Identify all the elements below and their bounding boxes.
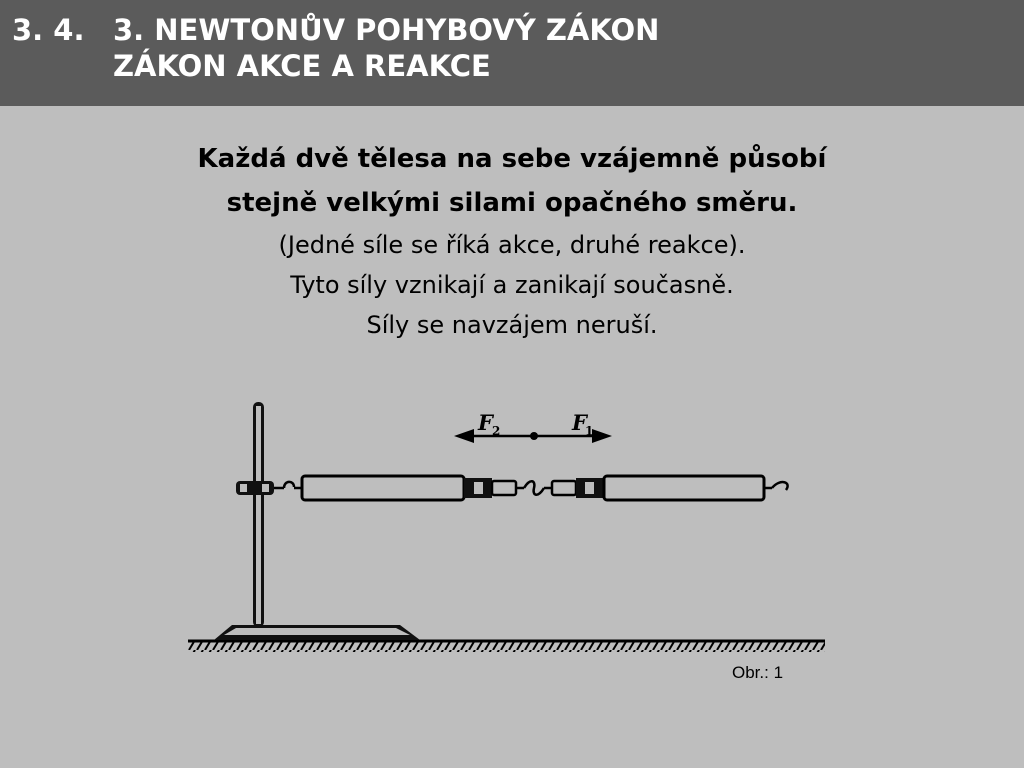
section-number: 3. 4. — [12, 13, 85, 47]
stand-clamp — [236, 481, 294, 495]
force-sub-f1: 1 — [585, 424, 594, 438]
note-line-2: Tyto síly vznikají a zanikají současně. — [290, 271, 734, 299]
statement-line-2: stejně velkými silami opačného směru. — [226, 188, 798, 218]
note-line-3: Síly se navzájem neruší. — [366, 311, 658, 339]
force-label-f2: F — [478, 410, 493, 435]
title-line-2: ZÁKON AKCE A REAKCE — [113, 49, 491, 83]
header-bar — [0, 0, 1024, 106]
slide-title — [113, 12, 659, 84]
coupling-hooks — [524, 481, 544, 495]
figure-caption: Obr.: 1 — [732, 663, 784, 682]
spring-scale-right — [544, 476, 788, 500]
force-sub-f2: 2 — [492, 424, 501, 438]
note-line-1: (Jedné síle se říká akce, druhé reakce). — [278, 231, 746, 259]
statement-line-1: Každá dvě tělesa na sebe vzájemně působí — [197, 144, 827, 174]
slide-body — [0, 137, 1024, 345]
ground-line — [188, 641, 825, 652]
spring-scale-figure — [180, 390, 830, 665]
title-line-1: 3. NEWTONŮV POHYBOVÝ ZÁKON — [113, 13, 660, 47]
spring-scale-left — [294, 476, 524, 500]
force-label-f1: F — [572, 410, 587, 435]
